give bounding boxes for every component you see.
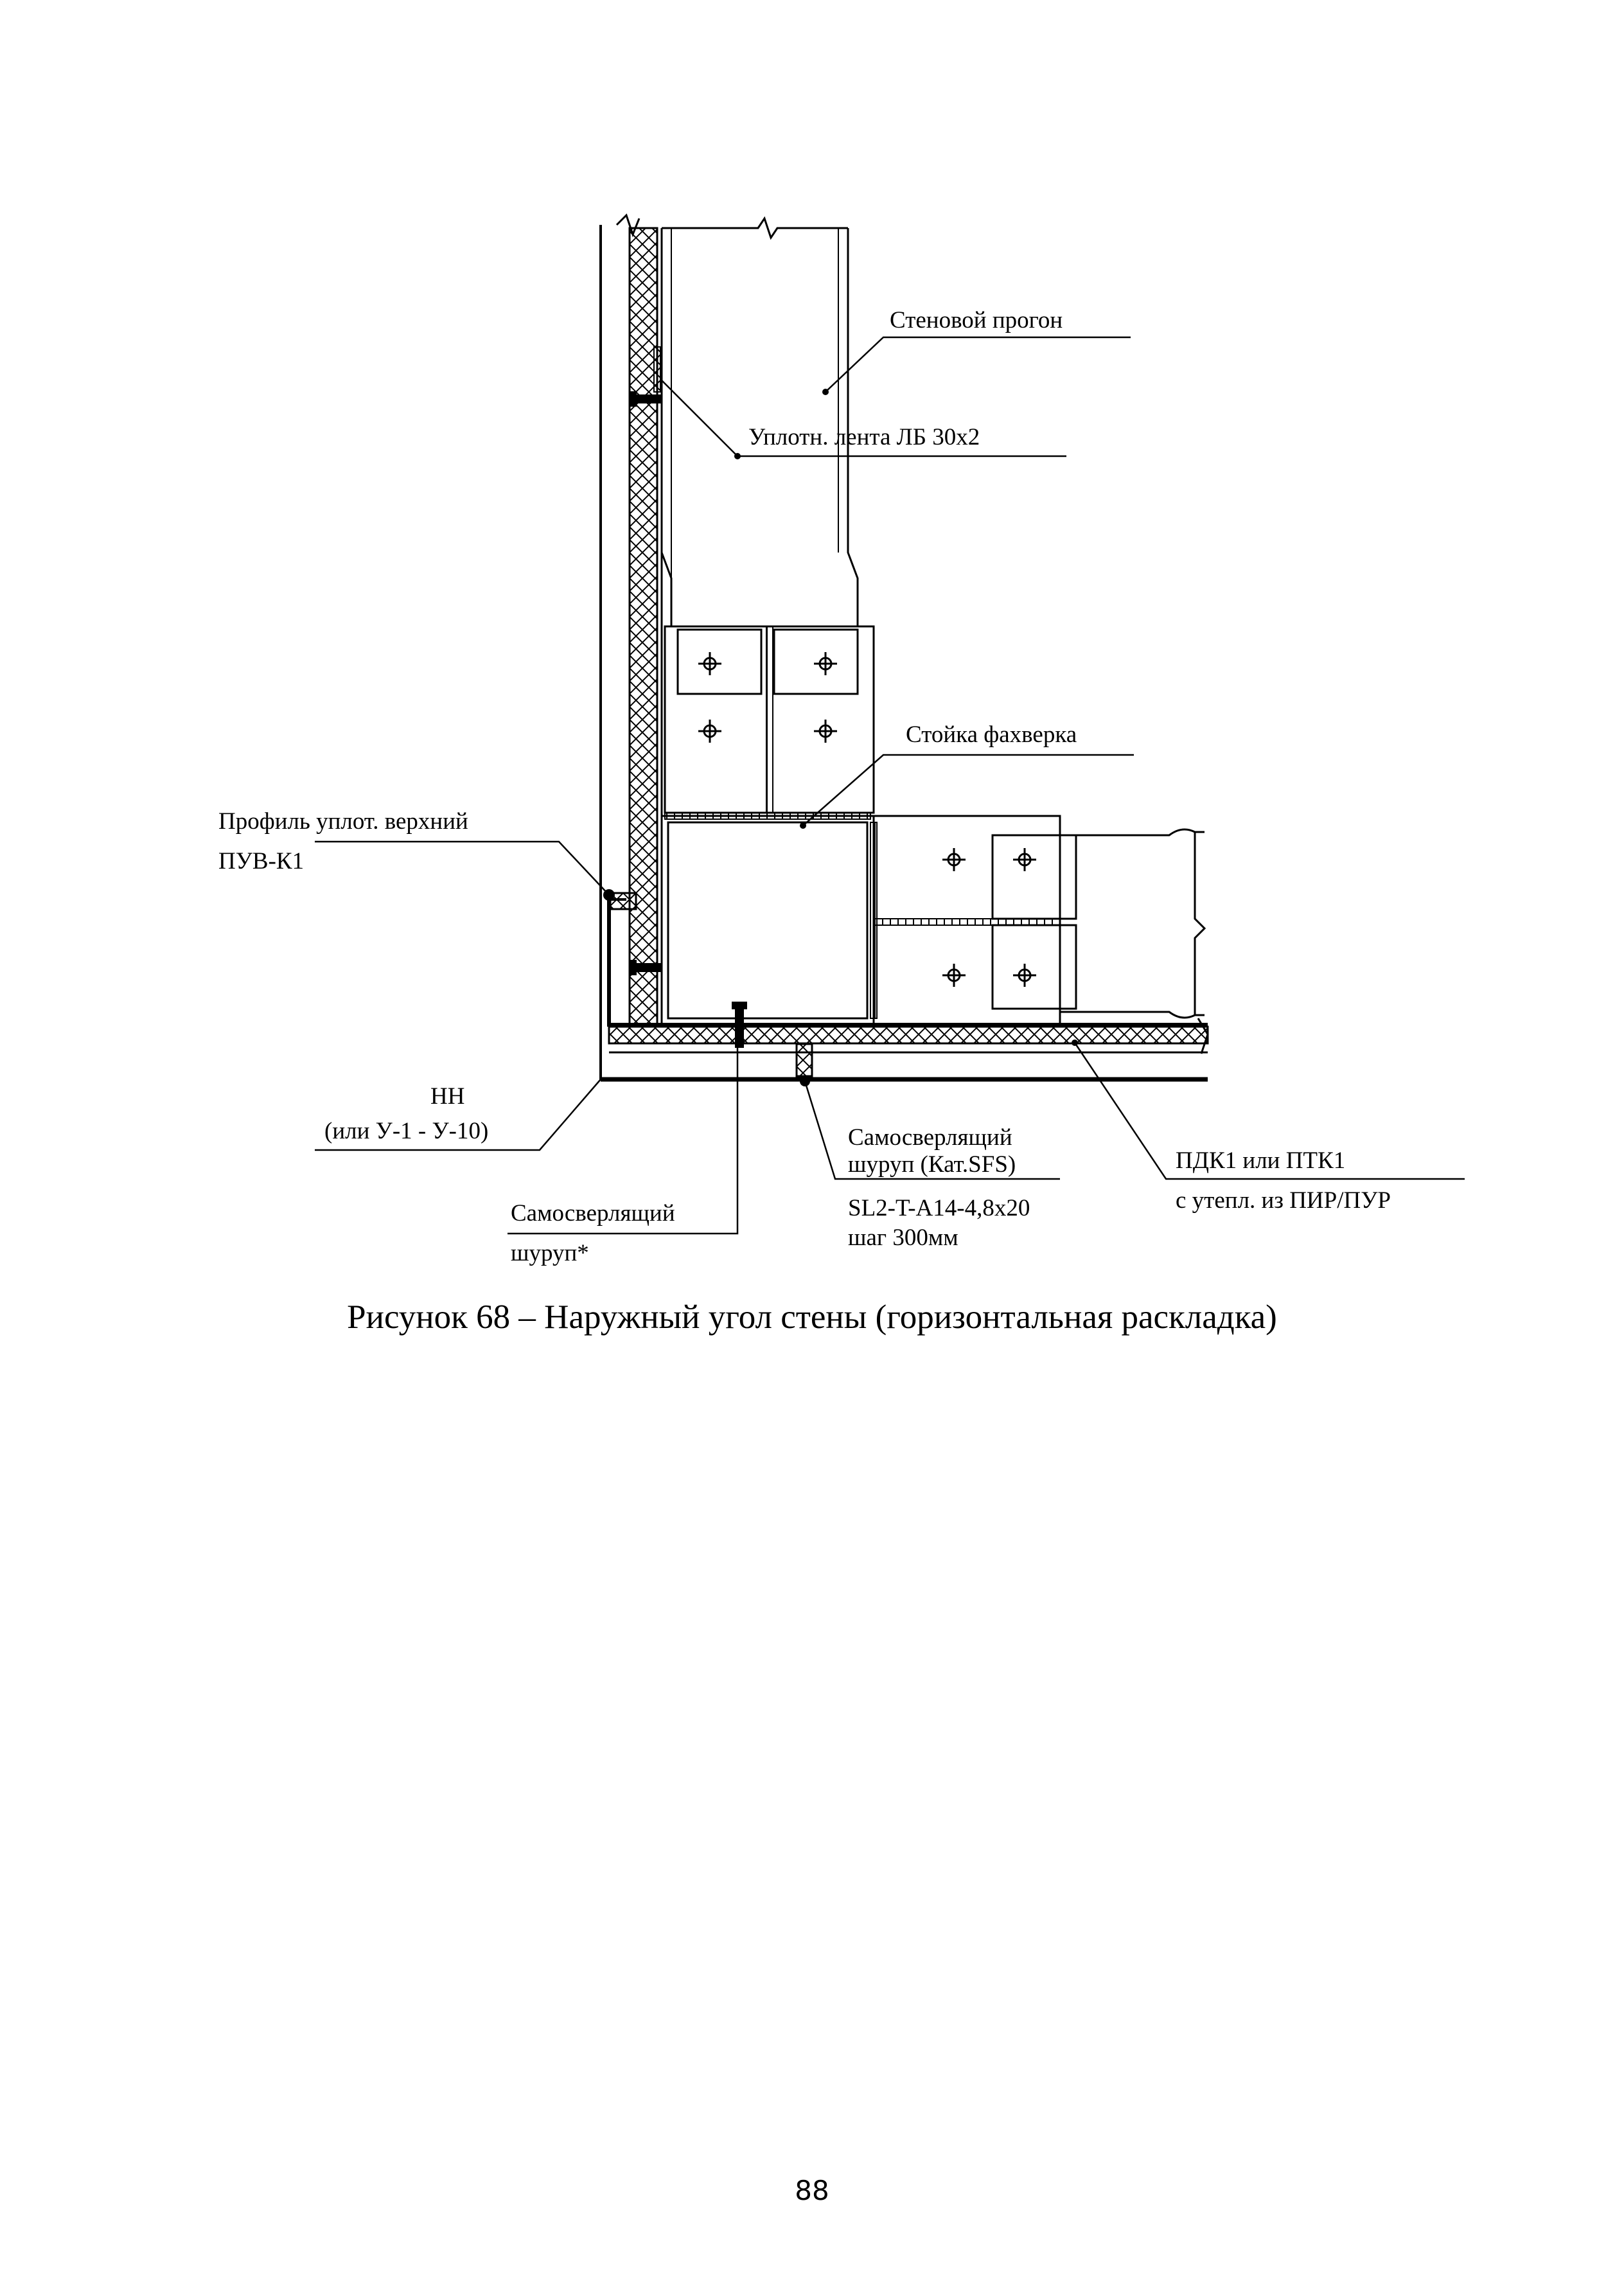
label-screw-kat-2: шуруп (Кат.SFS): [848, 1151, 1016, 1178]
label-screw-2: шуруп*: [511, 1240, 589, 1266]
right-connection: [874, 816, 1205, 1025]
label-panel-2: с утепл. из ПИР/ПУР: [1176, 1187, 1391, 1214]
page-number: 88: [795, 2175, 829, 2206]
label-screw-kat-4: шаг 300мм: [848, 1225, 958, 1251]
leader-lines: [315, 337, 1465, 1234]
labels: [218, 307, 1391, 1266]
label-nn-2: (или У-1 - У-10): [324, 1118, 489, 1144]
label-top-profile-2: ПУВ-К1: [218, 848, 304, 874]
label-panel-1: ПДК1 или ПТК1: [1176, 1147, 1346, 1174]
label-screw-1: Самосверлящий: [511, 1200, 675, 1226]
seal-tape-block: [797, 1044, 812, 1076]
figure-caption: Рисунок 68 – Наружный угол стены (горизонтальная раскладка): [347, 1298, 1277, 1336]
label-wall-purlin: Стеновой прогон: [890, 307, 1063, 333]
nn-corner-flashing: [601, 225, 1208, 1079]
label-frame-post: Стойка фахверка: [906, 721, 1077, 748]
wall-purlin: [662, 218, 858, 626]
label-screw-kat-3: SL2-T-A14-4,8х20: [848, 1195, 1030, 1221]
label-screw-kat-1: Самосверлящий: [848, 1124, 1012, 1151]
label-nn-1: НН: [430, 1083, 465, 1110]
frame-post: [662, 626, 877, 1025]
label-top-profile-1: Профиль уплот. верхний: [218, 808, 468, 835]
label-seal-tape: Уплотн. лента ЛБ 30х2: [748, 424, 980, 450]
